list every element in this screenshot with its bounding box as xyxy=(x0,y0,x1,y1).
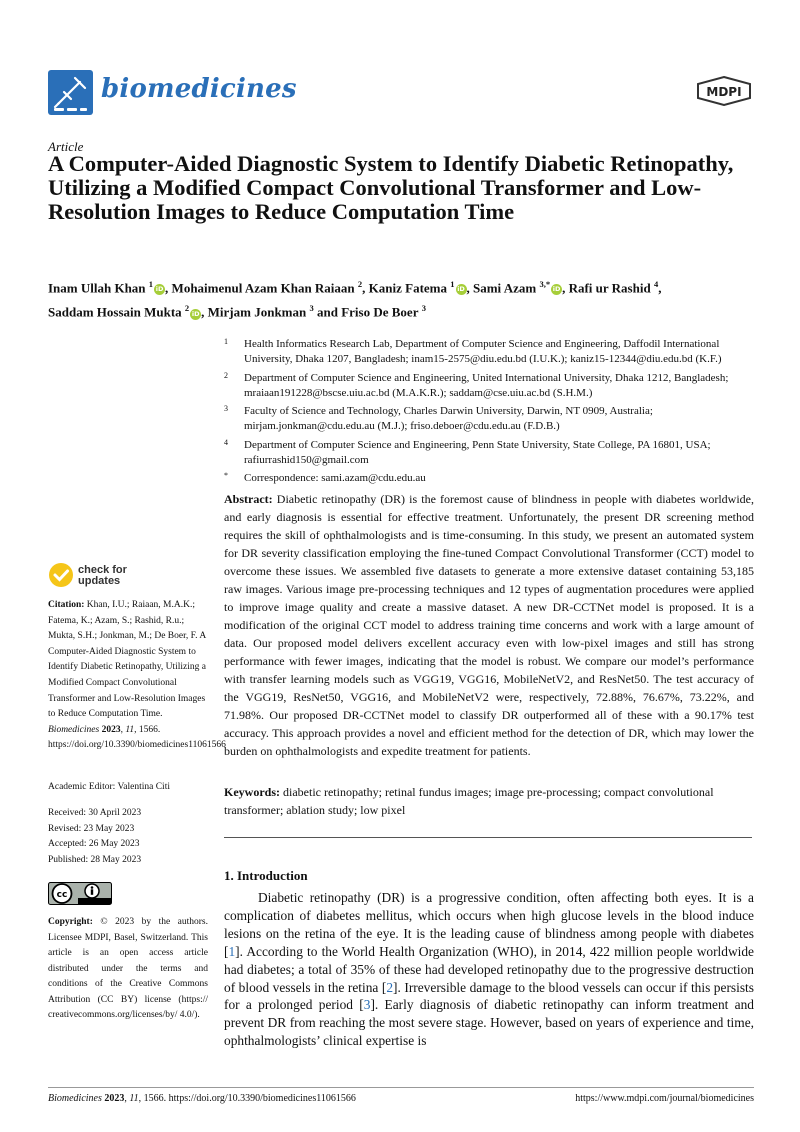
affiliation-number: 3 xyxy=(224,404,228,414)
reference-link-2[interactable]: 2 xyxy=(386,979,394,995)
citation-text: Khan, I.U.; Raiaan, M.A.K.; Fatema, K.; Azam, S.; Rashid, R.u.; Mukta, S.H.; Jonkman, M.; De Boer, F. A Computer-Aided Diagnostic System to Identify Diabetic Retinopathy, Utilizing a Modified Compact Convolutional Transformer and Low-Resolution Images to Reduce Computation Time. xyxy=(48,600,206,720)
section-heading-introduction: 1. Introduction xyxy=(224,868,308,883)
abstract xyxy=(224,490,754,760)
author-separator: , xyxy=(362,280,369,296)
paper-title: A Computer-Aided Diagnostic System to Identify Diabetic Retinopathy, Utilizing a Modified Compact Convolutional Transformer and Low-Resolution Images to Reduce Computation Time xyxy=(48,151,734,224)
orcid-icon[interactable]: iD xyxy=(457,285,465,294)
citation-year: 2023 xyxy=(101,724,121,735)
check-for-updates-button[interactable] xyxy=(48,562,158,592)
affiliation-text: Faculty of Science and Technology, Charles Darwin University, Darwin, NT 0909, Australia; mirjam.jonkman@cdu.edu.au (M.J.); friso.deboer@cdu.edu.au (F.D.B.) xyxy=(244,405,653,433)
received-date: Received: 30 April 2023 xyxy=(48,808,142,818)
affiliation-list xyxy=(224,337,764,490)
affiliation-text: Correspondence: sami.azam@cdu.edu.au xyxy=(244,472,426,485)
footer-doi[interactable]: , 1566. https://doi.org/10.3390/biomedicines11061566 xyxy=(138,1093,356,1104)
revised-date: Revised: 23 May 2023 xyxy=(48,823,135,834)
journal-name: biomedicines xyxy=(101,74,297,104)
orcid-icon[interactable]: iD xyxy=(552,285,561,294)
copyright-label: Copyright: xyxy=(48,917,93,927)
author-affiliation-number: 4 xyxy=(653,279,659,289)
author-affiliation-number: 1 xyxy=(148,279,154,289)
author-separator: , xyxy=(658,280,662,296)
keywords-label: Keywords: xyxy=(224,785,280,799)
affiliation-item xyxy=(224,337,764,368)
citation-volume: 11 xyxy=(125,724,135,735)
author-list xyxy=(48,274,758,323)
affiliation-item xyxy=(224,404,764,435)
keywords-text: diabetic retinopathy; retinal fundus images; image pre-processing; compact convolutional transformer; ablation study; low pixel xyxy=(224,785,714,817)
reference-link-3[interactable]: 3 xyxy=(363,997,371,1013)
keywords xyxy=(224,783,754,819)
copyright-block xyxy=(48,915,208,1024)
accepted-date: Accepted: 26 May 2023 xyxy=(48,839,140,850)
author-affiliation-number: 2 xyxy=(184,303,190,314)
author-name: Mirjam Jonkman xyxy=(207,304,307,320)
affiliation-item xyxy=(224,438,764,469)
affiliation-item xyxy=(224,471,764,486)
footer-divider xyxy=(48,1087,754,1088)
citation-doi[interactable]: , 1566. https://doi.org/10.3390/biomedicines11061566 xyxy=(48,724,226,751)
footer-volume: 11 xyxy=(129,1093,139,1104)
abstract-text: Diabetic retinopathy (DR) is the foremost cause of blindness in people with diabetes worldwide, and early diagnosis is essential for effective treatment. Unfortunately, the present DR screening method requires the skill of ophthalmologists and is time-consuming. In this study, we present an automated system for DR severity classification employing the fine-tuned Compact Convolutional Transformer (CCT) model to overcome these issues. We assembled five datasets to generate a more extensive dataset containing 53,185 raw images. Various image pre-processing techniques and 12 types of augmentation procedures were applied to improve image quality and create a massive dataset. A new DR-CCTNet model is proposed. It is a modification of the original CCT model to address training time concerns and work with a large amount of data. Our proposed model delivers excellent accuracy even with low-pixel images and still has strong performance with fewer images, indicating that the model is robust. We compare our model’s performance with transfer learning models such as VGG19, VGG16, MobileNetV2, and ResNet50. The test accuracy of the VGG19, ResNet50, VGG16, and MobileNetV2 were, respectively, 72.88%, 76.67%, 73.22%, and 71.98%. Our proposed DR-CCTNet model to classify DR outperformed all of these with a 90.17% test accuracy. This approach provides a novel and efficient method for the detection of DR, which may lower the burden on ophthalmologists and expedite treatment for patients. xyxy=(224,492,755,758)
footer-year: 2023 xyxy=(104,1093,125,1104)
check-updates-label: check for updates xyxy=(78,564,127,587)
author-separator: , xyxy=(562,280,569,296)
footer-journal: Biomedicines xyxy=(48,1093,102,1104)
author-separator: , xyxy=(165,280,172,296)
affiliation-number: 2 xyxy=(224,370,228,380)
affiliation-number: 1 xyxy=(224,337,228,346)
introduction-paragraph: Diabetic retinopathy (DR) is a progressive condition, often affecting both eyes. It is a complication of diabetes mellitus, which occurs when high glucose levels in the blood induce lesions on the retina of the eye. It is the leading cause of blindness among people with diabetes [1]. According to the World Health Organization (WHO), in 2014, 422 million people worldwide had diabetes; a total of 35% of these had developed retinopathy due to the progressive destruction of blood vessels in the retina [2]. Irreversible damage to the blood vessels can occur if this persists for a prolonged period [3]. Early diagnosis of diabetic retinopathy can inform treatment and prevent DR from reaching the most severe stage. However, based on years of experience and time, ophthalmologists’ clinical expertise is xyxy=(224,890,754,1049)
journal-logo-icon xyxy=(48,70,93,115)
author-name: Inam Ullah Khan xyxy=(48,280,146,296)
section-divider xyxy=(224,837,752,838)
svg-text:MDPI: MDPI xyxy=(706,85,742,99)
author-name: Friso De Boer xyxy=(341,304,419,320)
citation-block: Citation: Khan, I.U.; Raiaan, M.A.K.; Fatema, K.; Azam, S.; Rashid, R.u.; Mukta, S.H.; Jonkman, M.; De Boer, F. A Computer-Aided Diagnostic System to Identify Diabetic Retinopathy, Utilizing a Modified Compact Convolutional Transformer and Low-Resolution Images to Reduce Computation Time. Biomedicines 2023, 11, 1566. https://doi.org/10.3390/biomedicines11061566 xyxy=(48,600,226,751)
author-separator: , xyxy=(466,280,473,296)
author-name: Mohaimenul Azam Khan Raiaan xyxy=(171,280,355,296)
author-separator: and xyxy=(313,304,342,320)
affiliation-text: Department of Computer Science and Engineering, Penn State University, State College, PA 16801, USA; rafiurrashid150@gmail.com xyxy=(244,438,711,467)
publication-dates xyxy=(48,806,210,868)
citation-label: Citation: xyxy=(48,600,85,610)
affiliation-number: 4 xyxy=(224,437,228,447)
author-affiliation-number: 3 xyxy=(309,303,314,314)
check-updates-icon xyxy=(48,562,74,588)
published-date: Published: 28 May 2023 xyxy=(48,854,142,865)
author-separator: , xyxy=(201,304,208,320)
orcid-icon[interactable]: iD xyxy=(155,285,164,294)
author-affiliation-number: 2 xyxy=(357,279,363,289)
author-name: Sami Azam xyxy=(473,280,537,296)
orcid-icon[interactable]: iD xyxy=(191,309,200,318)
mdpi-logo-icon xyxy=(696,76,752,106)
author-name: Kaniz Fatema xyxy=(368,280,447,296)
abstract-label: Abstract: xyxy=(224,492,273,506)
author-name: Saddam Hossain Mukta xyxy=(48,304,182,320)
footer-journal-url[interactable]: https://www.mdpi.com/journal/biomedicines xyxy=(575,1093,754,1104)
cc-by-license-icon[interactable] xyxy=(48,882,112,905)
affiliation-text: Health Informatics Research Lab, Department of Computer Science and Engineering, Daffodil International University, Dhaka 1207, Bangladesh; inam15-2575@diu.edu.bd (I.U.K.); kaniz15-12344@diu.edu.bd (K.F.) xyxy=(244,338,722,366)
article-type: Article xyxy=(48,139,84,154)
author-affiliation-number: 1 xyxy=(450,279,455,289)
citation-journal: Biomedicines xyxy=(48,724,100,735)
reference-link-1[interactable]: 1 xyxy=(228,943,236,959)
author-affiliation-number: 3,* xyxy=(539,279,551,289)
copyright-text: © 2023 by the authors. Licensee MDPI, Basel, Switzerland. This article is an open access article distributed under the terms and conditions of the Creative Commons Attribution (CC BY) license (https:// creativecommons.org/licenses/by/ 4.0/). xyxy=(48,917,209,1020)
author-affiliation-number: 3 xyxy=(421,303,426,314)
svg-text:cc: cc xyxy=(56,890,68,900)
affiliation-number: * xyxy=(224,471,228,481)
affiliation-text: Department of Computer Science and Engineering, United International University, Dhaka 1212, Bangladesh; mraiaan191228@bscse.uiu.ac.bd (M.A.K.R.); saddam@cse.uiu.ac.bd (S.H.M.) xyxy=(244,371,729,399)
academic-editor: Academic Editor: Valentina Citi xyxy=(48,782,170,792)
affiliation-item xyxy=(224,371,764,402)
footer-citation: Biomedicines 2023, 11, 1566. https://doi.org/10.3390/biomedicines11061566 xyxy=(48,1093,356,1104)
author-name: Rafi ur Rashid xyxy=(568,280,651,296)
